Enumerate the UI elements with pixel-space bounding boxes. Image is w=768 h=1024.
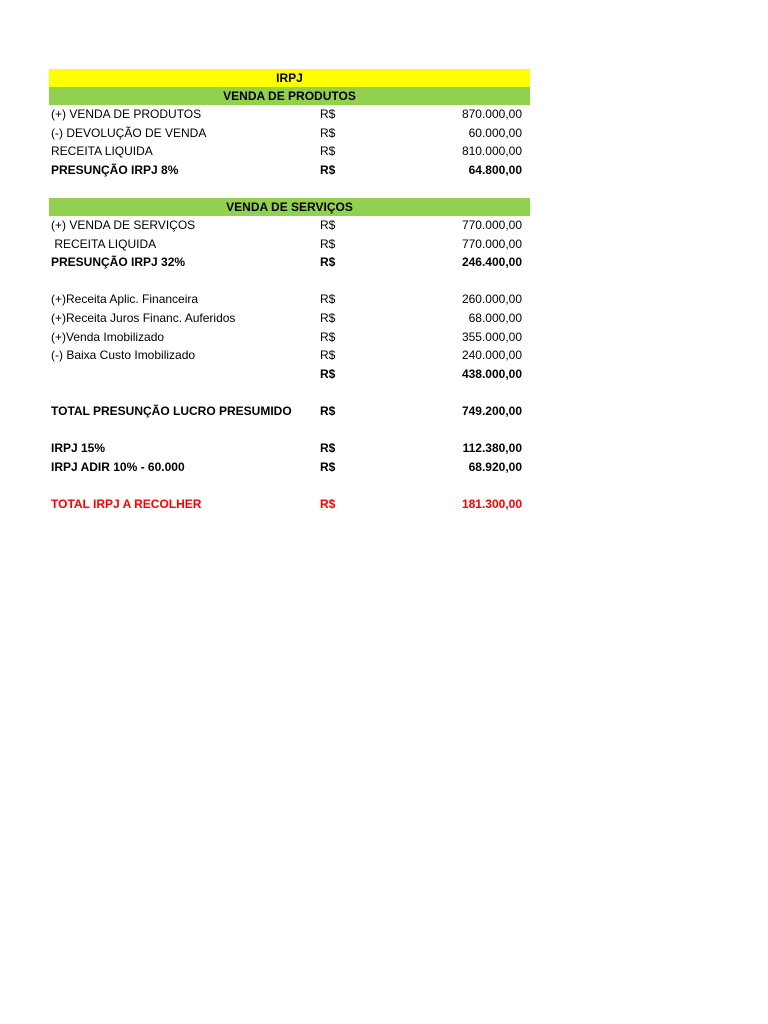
row-label: (+)Receita Juros Financ. Auferidos [51,310,236,325]
row-value: 870.000,00 [461,107,522,121]
currency-symbol: R$ [320,292,336,307]
currency-symbol: R$ [320,348,336,363]
other-income-total-row [49,365,530,384]
row-label: (+) VENDA DE SERVIÇOS [51,217,196,232]
currency-symbol: R$ [320,236,336,251]
blank-row [49,383,530,402]
row-value: 438.000,00 [461,366,522,381]
row-label: IRPJ ADIR 10% - 60.000 [51,459,185,474]
currency-symbol: R$ [320,441,336,456]
row-label: TOTAL PRESUNÇÃO LUCRO PRESUMIDO [51,403,292,418]
row-value: 770.000,00 [461,236,522,251]
row-value: 68.920,00 [468,459,522,474]
currency-symbol: R$ [320,255,336,270]
irpj-additional-row [49,458,530,477]
table-row [49,309,530,328]
currency-symbol: R$ [320,217,336,232]
row-value: 246.400,00 [461,255,522,270]
total-presumption-row [49,402,530,421]
irpj-15-row [49,439,530,458]
row-value: 260.000,00 [461,292,522,307]
currency-symbol: R$ [320,162,336,177]
row-value: 60.000,00 [468,125,522,140]
table-row [49,142,530,161]
row-label: (+)Venda Imobilizado [51,329,165,344]
title-band: IRPJ [49,69,530,87]
products-presumption-row [49,161,530,180]
currency-symbol: R$ [320,125,336,140]
row-value: 355.000,00 [461,329,522,344]
row-label: IRPJ 15% [51,441,106,456]
table-row [49,105,530,124]
row-label: PRESUNÇÃO IRPJ 32% [51,255,186,270]
currency-symbol: R$ [320,459,336,474]
blank-row [49,476,530,495]
table-row [49,216,530,235]
currency-symbol: R$ [320,144,336,159]
currency-symbol: R$ [320,366,336,381]
currency-symbol: R$ [320,310,336,325]
blank-row [49,421,530,440]
row-value: 64.800,00 [468,162,522,177]
irpj-total-payable-row [49,495,530,514]
services-section-header: VENDA DE SERVIÇOS [49,198,530,216]
row-label: RECEITA LIQUIDA [51,236,157,251]
currency-symbol: R$ [320,403,336,418]
row-label: PRESUNÇÃO IRPJ 8% [51,162,179,177]
row-label: (+) VENDA DE PRODUTOS [51,107,202,121]
row-label: TOTAL IRPJ A RECOLHER [51,496,202,511]
blank-row [49,272,530,291]
currency-symbol: R$ [320,496,336,511]
row-value: 749.200,00 [461,403,522,418]
row-label: (-) Baixa Custo Imobilizado [51,348,196,363]
row-label: RECEITA LIQUIDA [51,144,153,159]
row-value: 68.000,00 [468,310,522,325]
row-value: 810.000,00 [461,144,522,159]
currency-symbol: R$ [320,329,336,344]
table-row [49,124,530,143]
blank-row [49,179,530,198]
row-label: (-) DEVOLUÇÃO DE VENDA [51,125,207,140]
products-section-header: VENDA DE PRODUTOS [49,87,530,105]
row-value: 770.000,00 [461,217,522,232]
services-presumption-row [49,253,530,272]
table-row [49,235,530,254]
row-value: 240.000,00 [461,348,522,363]
table-row [49,346,530,365]
currency-symbol: R$ [320,107,336,121]
table-row [49,290,530,309]
irpj-spreadsheet [49,69,530,513]
row-label: (+)Receita Aplic. Financeira [51,292,199,307]
table-row [49,328,530,347]
row-value: 181.300,00 [461,496,522,511]
row-value: 112.380,00 [462,441,522,456]
